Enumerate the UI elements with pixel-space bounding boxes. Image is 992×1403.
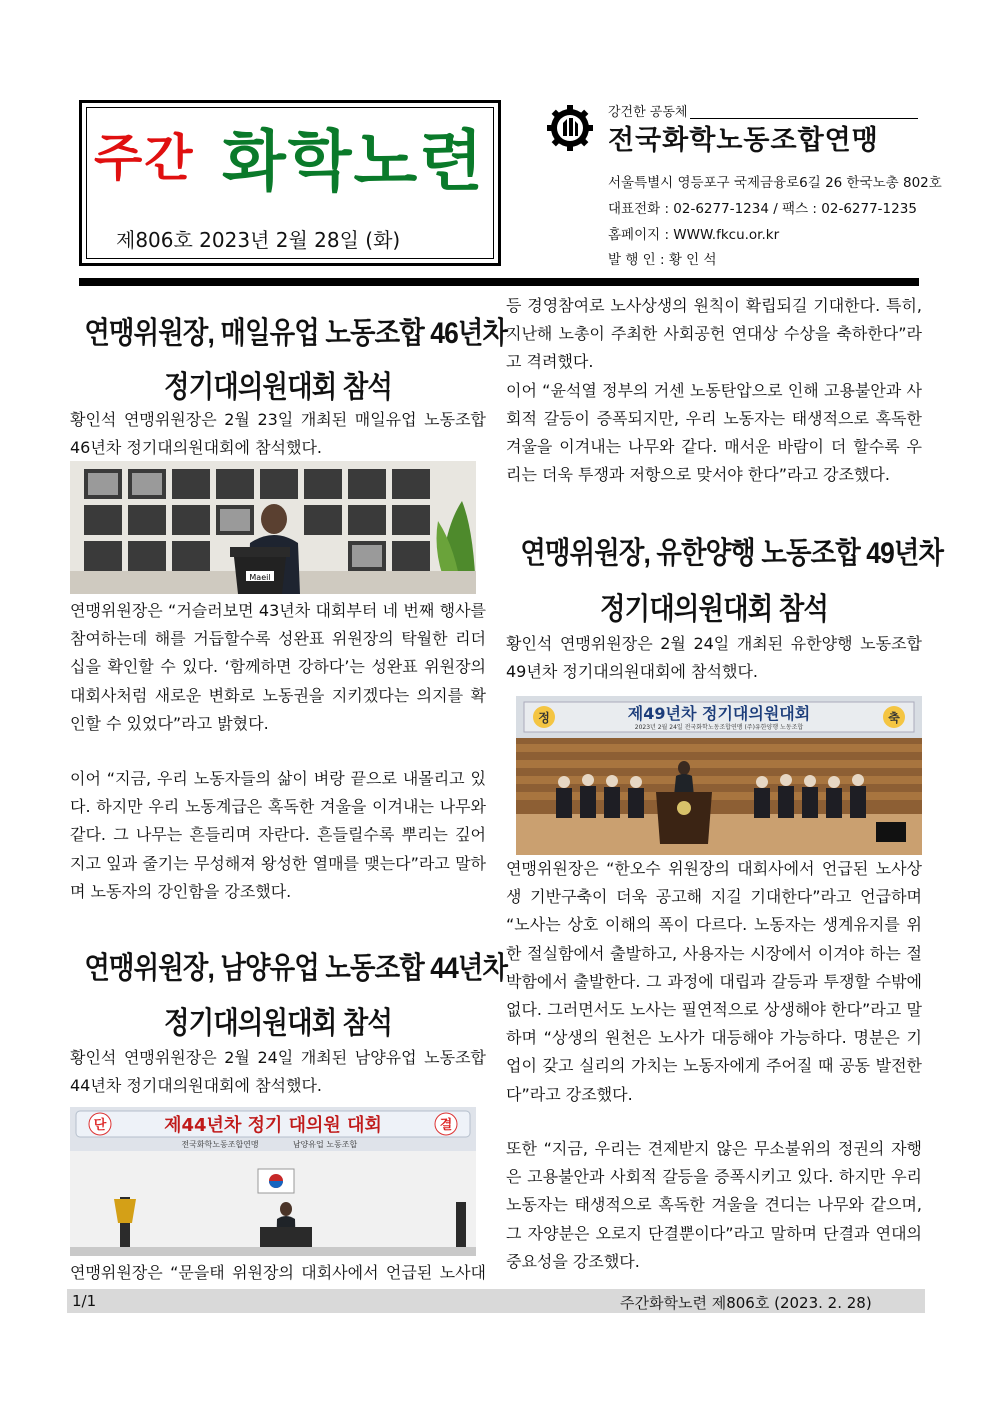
article2-headline-2: 정기대의원대회 참석 bbox=[163, 1007, 393, 1040]
article2-banner-left: 단 bbox=[93, 1118, 107, 1133]
article3-banner-sub: 2023년 2월 24일 전국화학노동조합연맹 (주)유한양행 노동조합 bbox=[634, 724, 804, 731]
article2-banner-title: 제44년차 정기 대의원 대회 bbox=[164, 1115, 382, 1136]
masthead-title: 화학노련 bbox=[222, 123, 486, 200]
article3-banner-right: 축 bbox=[888, 711, 900, 725]
article3-banner-title: 제49년차 정기대의원대회 bbox=[627, 704, 811, 723]
article1-podium-sign: Maeil bbox=[249, 573, 271, 582]
org-homepage[interactable]: 홈페이지 : WWW.fkcu.or.kr bbox=[608, 227, 780, 243]
article1-para2: 이어 “지금, 우리 노동자들의 삶이 벼랑 끝으로 내몰리고 있다. 하지만 우리 노동계급은 혹독한 겨울을 이겨내는 나무와 같다. 그 나무는 흔들리며 자란다. 흔들릴수록 뿌리는 깊어지고 잎과 줄기는 무성해져 왕성한 열매를 맺는다”라고 말하며 노동자의 강인함을 강조했다. bbox=[70, 769, 486, 901]
masthead-rule bbox=[79, 278, 919, 286]
article3-para1: 연맹위원장은 “한오수 위원장의 대회사에서 언급된 노사상생 기반구축이 더욱 공고해 지길 기대한다”라고 언급하며 “노사는 상호 이해의 폭이 다르다. 노동자는 생계유지를 위한 절실함에서 출발하고, 사용자는 시장에서 이겨야 하는 절박함에서 출발한다. 그 과정에 대립과 갈등과 투쟁할 수밖에 없다. 그러면서도 노사는 필연적으로 상생해야 한다”라고 말하며 “상생의 원천은 노사가 대등해야 가능하다. 명분은 기업이 갖고 실리의 가치는 노동자에게 주어질 때 공동 발전한다”라고 강조했다. bbox=[506, 859, 922, 1104]
footer-page-number: 1/1 bbox=[72, 1292, 97, 1310]
article2-para1-continued: 등 경영참여로 노사상생의 원칙이 확립되길 기대한다. 특히, 지난해 노총이 주최한 사회공헌 연대상 수상을 축하한다”라고 격려했다. bbox=[506, 296, 922, 372]
article2-para2: 이어 “윤석열 정부의 거센 노동탄압으로 인해 고용불안과 사회적 갈등이 증폭되지만, 우리 노동자는 태생적으로 혹독한 겨울을 이겨내는 나무와 같다. 매서운 바람이 더 할수록 우리는 더욱 투쟁과 저항으로 맞서야 한다”라고 강조했다. bbox=[506, 380, 922, 485]
masthead-weekly: 주간 bbox=[94, 129, 195, 187]
article1-headline-2: 정기대의원대회 참석 bbox=[163, 371, 393, 404]
org-address: 서울특별시 영등포구 국제금융로6길 26 한국노총 802호 bbox=[608, 175, 942, 191]
article2-banner-sub-1: 전국화학노동조합연맹 bbox=[181, 1140, 259, 1149]
org-phone: 대표전화 : 02-6277-1234 / 팩스 : 02-6277-1235 bbox=[608, 201, 917, 217]
article3-headline-1: 연맹위원장, 유한양행 노동조합 49년차 bbox=[520, 537, 944, 570]
article3-photo bbox=[516, 696, 922, 855]
article2-photo bbox=[70, 1107, 476, 1256]
article2-para1-start bbox=[70, 1259, 486, 1287]
org-slogan: 강건한 공동체 bbox=[608, 105, 688, 120]
article1-para1: 연맹위원장은 “거슬러보면 43년차 대회부터 네 번째 행사를 참여하는데 해를 거듭할수록 성완표 위원장의 탁월한 리더십을 확인할 수 있다. ‘함께하면 강하다’는 성완표 위원장의 대회사처럼 새로운 변화로 노동권을 지키겠다는 의지를 확인할 수 있었다”라고 밝혔다. bbox=[70, 601, 486, 733]
org-publisher: 발 행 인 : 황 인 석 bbox=[608, 252, 717, 268]
union-logo-icon bbox=[547, 105, 593, 151]
article2-banner-right: 결 bbox=[439, 1118, 453, 1133]
article3-banner-left: 정 bbox=[538, 711, 550, 725]
article2-para1: 연맹위원장은 “문을태 위원장의 대회사에서 언급된 노사대 bbox=[70, 1263, 486, 1282]
article3-para2: 또한 “지금, 우리는 견제받지 않은 무소불위의 정권의 자행은 고용불안과 사회적 갈등을 증폭시키고 있다. 하지만 우리 노동자는 태생적으로 혹독한 겨울을 견디는 나무와 같으며, 그 자양분은 오로지 단결뿐이다”라고 말하며 단결과 연대의 중요성을 강조했다. bbox=[506, 1139, 922, 1271]
article1-lead: 황인석 연맹위원장은 2월 23일 개최된 매일유업 노동조합 46년차 정기대의원대회에 참석했다. bbox=[70, 410, 486, 458]
article2-continuation bbox=[506, 292, 922, 520]
article2-headline-1: 연맹위원장, 남양유업 노동조합 44년차 bbox=[84, 952, 508, 985]
article1-photo bbox=[70, 461, 476, 594]
article1-headline-1: 연맹위원장, 매일유업 노동조합 46년차 bbox=[84, 317, 508, 350]
article2-lead: 황인석 연맹위원장은 2월 24일 개최된 남양유업 노동조합 44년차 정기대의원대회에 참석했다. bbox=[70, 1048, 486, 1096]
article3-lead: 황인석 연맹위원장은 2월 24일 개최된 유한양행 노동조합 49년차 정기대의원대회에 참석했다. bbox=[506, 634, 922, 682]
footer-issue-info: 주간화학노련 제806호 (2023. 2. 28) bbox=[620, 1294, 872, 1312]
org-name: 전국화학노동조합연맹 bbox=[608, 125, 879, 156]
issue-date: 제806호 2023년 2월 28일 (화) bbox=[116, 228, 401, 252]
article3-headline-2: 정기대의원대회 참석 bbox=[599, 593, 829, 626]
article2-banner-sub-2: 남양유업 노동조합 bbox=[292, 1140, 358, 1149]
